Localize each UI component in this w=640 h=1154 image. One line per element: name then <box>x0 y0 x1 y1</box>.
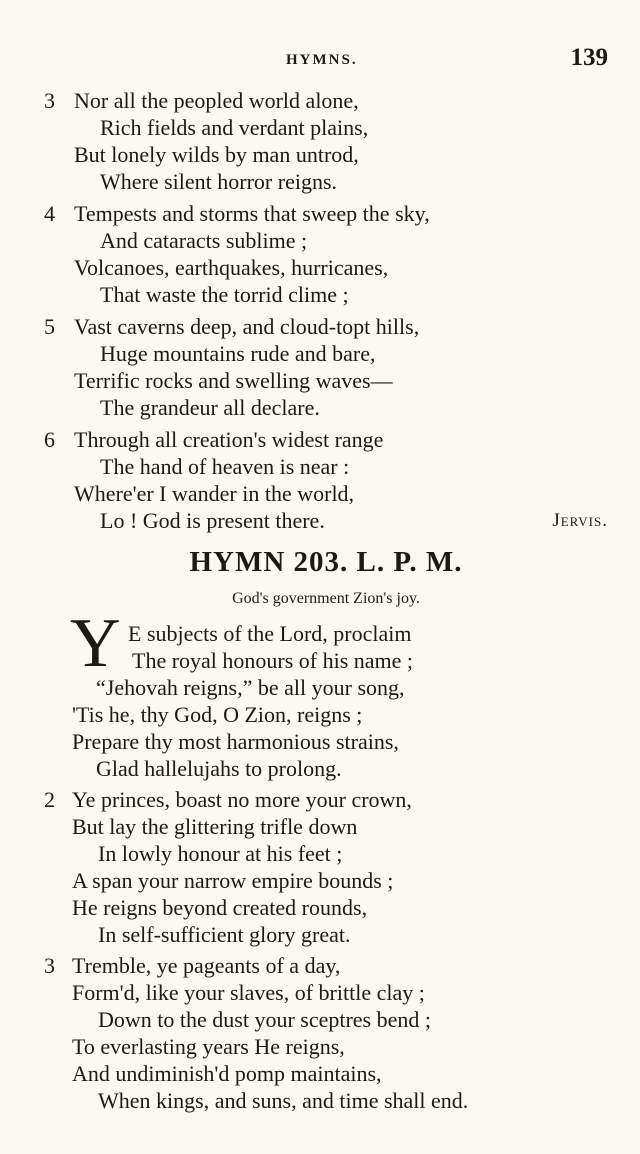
verse-line: “Jehovah reigns,” be all your song, <box>96 675 405 700</box>
verse-line: Through all creation's widest range <box>74 427 384 452</box>
stanza-number: 4 <box>44 201 55 226</box>
verse-line: Vast caverns deep, and cloud-topt hills, <box>74 314 420 339</box>
hymn-subtitle: God's government Zion's joy. <box>232 590 420 607</box>
verse-line: A span your narrow empire bounds ; <box>72 868 394 893</box>
verse-line: Terrific rocks and swelling waves— <box>74 368 393 393</box>
verse-line: Glad hallelujahs to prolong. <box>96 756 342 781</box>
verse-line: Lo ! God is present there. <box>100 508 325 533</box>
page-number: 139 <box>570 44 608 71</box>
verse-line: Prepare thy most harmonious strains, <box>72 729 399 754</box>
stanza-number: 3 <box>44 88 55 113</box>
drop-cap: Y <box>70 605 121 682</box>
running-title: HYMNS. <box>286 52 358 68</box>
hymn-title: HYMN 203. L. P. M. <box>189 546 463 578</box>
verse-line: But lonely wilds by man untrod, <box>74 142 359 167</box>
verse-line: That waste the torrid clime ; <box>100 282 349 307</box>
verse-line: Nor all the peopled world alone, <box>74 88 359 113</box>
verse-line: Tremble, ye pageants of a day, <box>72 953 341 978</box>
verse-line: Tempests and storms that sweep the sky, <box>74 201 430 226</box>
stanza-number: 5 <box>44 314 55 339</box>
verse-line: But lay the glittering trifle down <box>72 814 358 839</box>
verse-line: The royal honours of his name ; <box>132 648 414 673</box>
stanza-number: 2 <box>44 787 55 812</box>
author-attribution: Jervis. <box>552 510 608 531</box>
verse-line: And undiminish'd pomp maintains, <box>72 1061 382 1086</box>
verse-line: Where silent horror reigns. <box>100 169 338 194</box>
verse-line: Ye princes, boast no more your crown, <box>72 787 412 812</box>
verse-line: Form'd, like your slaves, of brittle clay ; <box>72 980 425 1005</box>
verse-line: Down to the dust your sceptres bend ; <box>98 1007 431 1032</box>
verse-line: Volcanoes, earthquakes, hurricanes, <box>74 255 389 280</box>
stanza-number: 3 <box>44 953 55 978</box>
verse-line: E subjects of the Lord, proclaim <box>128 621 412 646</box>
running-header <box>0 44 640 72</box>
verse-line: Where'er I wander in the world, <box>74 481 355 506</box>
verse-line: The grandeur all declare. <box>100 395 320 420</box>
verse-line: And cataracts sublime ; <box>100 228 308 253</box>
stanza-number: 6 <box>44 427 55 452</box>
verse-line: Rich fields and verdant plains, <box>100 115 369 140</box>
verse-line: Huge mountains rude and bare, <box>100 341 376 366</box>
verse-line: He reigns beyond created rounds, <box>72 895 368 920</box>
verse-line: When kings, and suns, and time shall end. <box>98 1088 469 1113</box>
verse-line: To everlasting years He reigns, <box>72 1034 345 1059</box>
verse-line: In self-sufficient glory great. <box>98 922 351 947</box>
verse-line: 'Tis he, thy God, O Zion, reigns ; <box>72 702 363 727</box>
verse-line: In lowly honour at his feet ; <box>98 841 343 866</box>
verse-line: The hand of heaven is near : <box>100 454 350 479</box>
